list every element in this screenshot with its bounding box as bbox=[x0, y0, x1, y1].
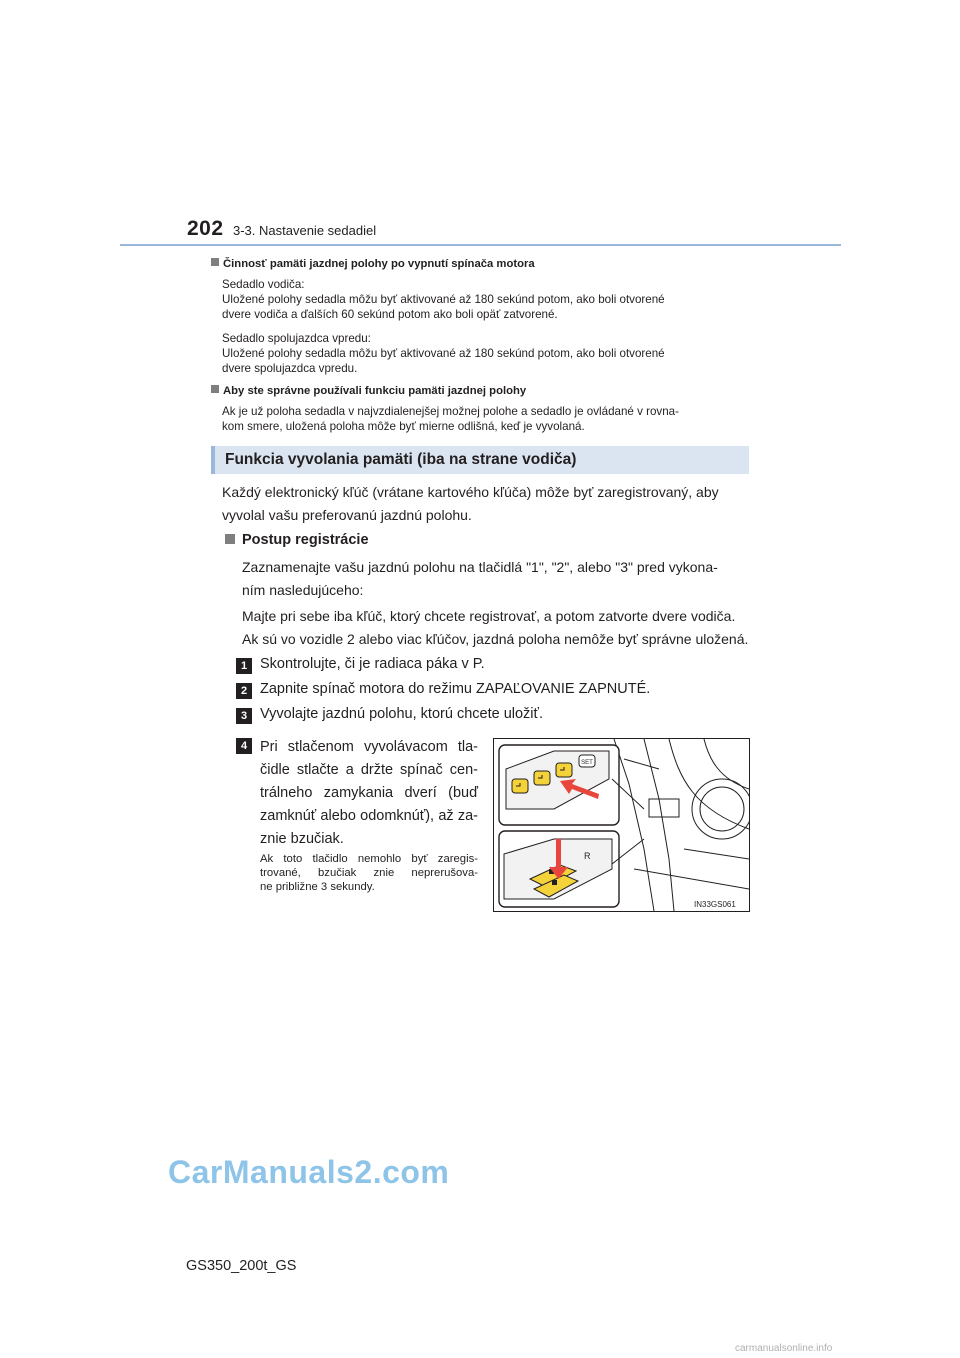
memory-buttons-inset bbox=[499, 745, 619, 825]
step-number-1: 1 bbox=[236, 658, 252, 674]
section-header bbox=[211, 446, 749, 474]
illustration-code: IN33GS061 bbox=[694, 900, 736, 909]
note1-title: Činnosť pamäti jazdnej polohy po vypnutí spínača motora bbox=[211, 258, 535, 270]
door-lock-inset bbox=[499, 831, 619, 907]
footer-model: GS350_200t_GS bbox=[186, 1258, 297, 1274]
chapter-title: 3-3. Nastavenie sedadiel bbox=[233, 223, 377, 238]
section-intro: Každý elektronický kľúč (vrátane kartového kľúča) môže byť zaregistrovaný, aby vyvolal vašu preferovanú jazdnú polohu. bbox=[222, 484, 719, 523]
header-rule bbox=[120, 244, 841, 246]
step-number-2: 2 bbox=[236, 683, 252, 699]
square-bullet-icon bbox=[211, 258, 219, 266]
memory-recall-illustration bbox=[493, 738, 750, 912]
note2-text: Ak je už poloha sedadla v najvzdialenejšej možnej polohe a sedadlo je ovládané v rovna- kom smere, uložená poloha môže byť mierne odlišná, keď je vyvolaná. bbox=[222, 405, 679, 433]
note1-text-2: Sedadlo spolujazdca vpredu: Uložené polohy sedadla môžu byť aktivované až 180 sekúnd potom, ako boli otvorené dvere spolujazdca vpredu. bbox=[222, 332, 665, 375]
step-number-4: 4 bbox=[236, 738, 252, 754]
door-panel-drawing bbox=[494, 739, 749, 911]
step-text-3: Vyvolajte jazdnú polohu, ktorú chcete uložiť. bbox=[260, 706, 543, 722]
watermark-text: CarManuals2.com bbox=[168, 1154, 450, 1190]
square-bullet-icon bbox=[225, 534, 235, 544]
note1-text: Sedadlo vodiča: Uložené polohy sedadla môžu byť aktivované až 180 sekúnd potom, ako boli otvorené dvere vodiča a ďalších 60 sekúnd potom ako boli opäť zatvorené. bbox=[222, 278, 665, 321]
step-text-2: Zapnite spínač motora do režimu ZAPAĽOVANIE ZAPNUTÉ. bbox=[260, 681, 651, 697]
set-button-label: SET bbox=[581, 760, 593, 766]
section-title: Funkcia vyvolania pamäti (iba na strane vodiča) bbox=[225, 451, 577, 468]
press-down-arrow-icon bbox=[556, 839, 561, 869]
procedure-title: Postup registrácie bbox=[225, 532, 369, 548]
step4-note: Ak toto tlačidlo nemohlo byť zaregis- trované, bzučiak znie neprerušova- ne približne 3 sekundy. bbox=[260, 853, 478, 893]
step-number-3: 3 bbox=[236, 708, 252, 724]
procedure-text: Zaznamenajte vašu jazdnú polohu na tlačidlá "1", "2", alebo "3" pred vykona- ním nasledujúceho: bbox=[242, 559, 718, 598]
source-watermark: carmanualsonline.info bbox=[735, 1343, 833, 1354]
procedure-text-2: Majte pri sebe iba kľúč, ktorý chcete registrovať, a potom zatvorte dvere vodiča. Ak sú vo vozidle 2 alebo viac kľúčov, jazdná poloha nemôže byť správne uložená. bbox=[242, 608, 749, 647]
note2-title: Aby ste správne používali funkciu pamäti jazdnej polohy bbox=[211, 385, 526, 397]
svg-text:R: R bbox=[584, 851, 591, 861]
step-text-4: Pri stlačenom vyvolávacom tla- čidle stlačte a držte spínač cen- trálneho zamykania dverí (buď zamknúť alebo odomknúť), až za- znie bzučiak. bbox=[260, 739, 478, 847]
square-bullet-icon bbox=[211, 385, 219, 393]
step-text-1: Skontrolujte, či je radiaca páka v P. bbox=[260, 656, 485, 672]
page-number: 202 bbox=[187, 217, 224, 240]
